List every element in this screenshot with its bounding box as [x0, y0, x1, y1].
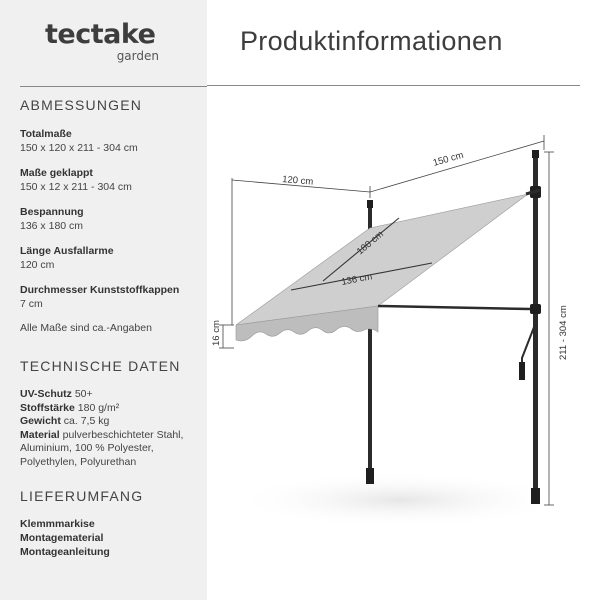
spec-value: 7 cm — [20, 298, 43, 310]
delivery-item: Klemmmarkise — [20, 518, 95, 530]
right-pole-cap — [532, 150, 539, 158]
spec-value: 136 x 180 cm — [20, 220, 84, 232]
dim-150 — [370, 135, 544, 192]
dimensions-note: Alle Maße sind ca.-Angaben — [20, 322, 152, 334]
dim-height-label: 211 - 304 cm — [558, 305, 569, 360]
spec-label: Maße geklappt — [20, 167, 93, 179]
delivery-item: Montagematerial — [20, 532, 104, 544]
page-title: Produktinformationen — [240, 26, 503, 56]
dim-120-label: 120 cm — [281, 174, 314, 188]
delivery-list — [20, 517, 200, 559]
brand-name: tectake — [45, 19, 156, 50]
spec-value: 120 cm — [20, 259, 55, 271]
right-pole-foot — [531, 488, 540, 504]
dim-16-label: 16 cm — [211, 320, 222, 346]
brand-logo — [45, 20, 165, 62]
tech-material: Material pulverbeschichteter Stahl, Aluminium, 100 % Polyester, Polyethylen, Polyurethan — [20, 428, 184, 468]
spec-caps — [20, 283, 205, 311]
dim-height — [544, 152, 554, 505]
sidebar-divider — [20, 86, 207, 87]
dim-180-label: 180 cm — [354, 228, 386, 258]
support-arm — [378, 306, 530, 309]
technical-title: TECHNISCHE DATEN — [20, 358, 181, 374]
crank-grip — [519, 362, 525, 380]
dim-150-label: 150 cm — [431, 149, 465, 169]
spec-cover — [20, 205, 205, 233]
brand-sub: garden — [116, 49, 159, 63]
spec-arms — [20, 244, 205, 272]
spec-label: Länge Ausfallarme — [20, 245, 114, 257]
spec-value: 150 x 12 x 211 - 304 cm — [20, 181, 132, 193]
spec-label: Bespannung — [20, 206, 84, 218]
left-pole-foot — [366, 468, 374, 484]
dimensions-title: ABMESSUNGEN — [20, 97, 143, 113]
spec-label: Totalmaße — [20, 128, 72, 140]
spec-folded — [20, 166, 205, 194]
sidebar — [0, 0, 207, 600]
tech-weight: Gewicht ca. 7,5 kg — [20, 415, 110, 428]
spec-value: 150 x 120 x 211 - 304 cm — [20, 142, 138, 154]
dim-136-label: 136 cm — [340, 271, 374, 288]
left-pole-cap — [367, 200, 373, 208]
technical-data — [20, 388, 200, 470]
spec-label: Durchmesser Kunststoffkappen — [20, 284, 180, 296]
spec-total — [20, 127, 205, 155]
right-pole-clamp-low — [530, 304, 541, 314]
ground-shadow — [230, 472, 570, 528]
header-divider — [207, 85, 580, 86]
tech-fabric: Stoffstärke 180 g/m² — [20, 401, 120, 414]
tech-uv: UV-Schutz 50+ — [20, 388, 93, 400]
delivery-title: LIEFERUMFANG — [20, 488, 144, 504]
awning-diagram — [207, 90, 600, 600]
delivery-item: Montageanleitung — [20, 546, 110, 558]
